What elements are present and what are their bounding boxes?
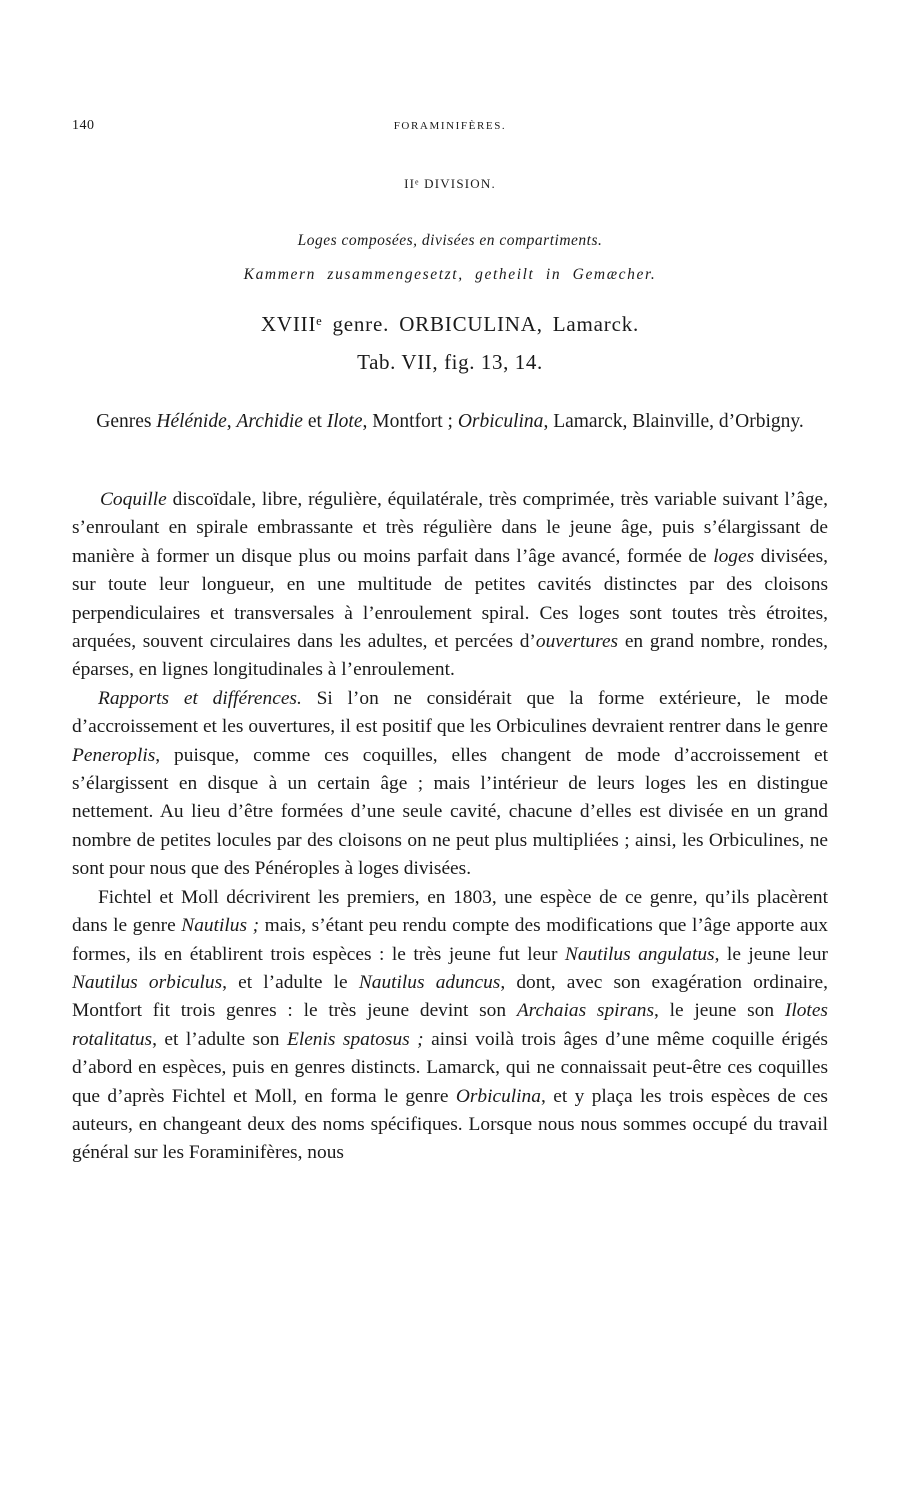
page-number: 140 (72, 118, 95, 133)
paragraph-text: , et y plaça les trois espèces de ces auteurs, en changeant deux des noms spécifiques. Lorsque nous nous sommes occupé du travail général sur les Foraminifères, nous (72, 1085, 828, 1164)
italic-term: ouvertures (535, 631, 619, 653)
synonym-genus-name: Archidie (236, 411, 303, 432)
division-heading: IIᵉ DIVISION. (404, 176, 496, 191)
italic-term: Coquille (100, 489, 167, 510)
paragraph-text: , et l’adulte le (222, 971, 359, 993)
italic-term: Orbiculina (455, 1085, 541, 1107)
paragraph-history (72, 884, 828, 1168)
paragraph-text: , et l’adulte son (152, 1028, 287, 1050)
italic-term: Archaias spirans (516, 1000, 655, 1022)
running-title: FORAMINIFÈRES. (393, 120, 507, 132)
paragraph-text: ainsi voilà trois âges d’une même coquille érigés d’abord en espèces, puis en genres distincts. Lamarck, qui ne connaissait peut-être ces coquilles que d’après Fichtel et Moll, en forma le genre (72, 1028, 828, 1107)
paragraph-text: , le jeune leur (714, 943, 828, 965)
synonymy-paragraph (72, 408, 828, 436)
italic-term: Peneroplis (72, 744, 156, 766)
paragraph-text: Fichtel et Moll décrivirent les premiers, en 1803, une espèce de ce genre, qu’ils placèrent dans le genre (72, 886, 828, 937)
paragraph-relations (72, 685, 828, 884)
synonym-text: et (302, 411, 327, 432)
synonym-genus-name: Ilote (326, 411, 363, 432)
synonym-genus-name: Orbiculina (457, 411, 544, 432)
italic-term: Nautilus aduncus (358, 971, 501, 993)
body-text (72, 486, 828, 1168)
plate-reference: Tab. VII, fig. 13, 14. (357, 350, 543, 374)
paragraph-text: mais, s’étant peu rendu compte des modifications que l’âge apporte aux formes, ils en établirent trois espèces : le très jeune fut leur (72, 915, 828, 965)
italic-term: Nautilus ; (181, 915, 260, 937)
genus-heading: XVIIIᵉ genre. ORBICULINA, Lamarck. (260, 312, 640, 336)
subtitle-german: Kammern zusammengesetzt, getheilt in Gemæcher. (243, 266, 657, 283)
page-header (72, 118, 828, 142)
paragraph-text: discoïdale, libre, régulière, équilatérale, très comprimée, très variable suivant l’âge, s’enroulant en spirale embrassante et très régulière dans le jeune âge, puis s’élargissant de manière à former un disque plus ou moins parfait dans l’âge avancé, formée de (72, 489, 828, 567)
paragraph-text: Si l’on ne considérait que la forme extérieure, le mode d’accroissement et les ouvertures, il est positif que les Orbiculines devraient rentrer dans le genre (72, 687, 828, 738)
paragraph-description (72, 486, 828, 685)
italic-term: Elenis spatosus ; (286, 1028, 424, 1050)
synonym-text: Genres (96, 411, 157, 432)
italic-term: Nautilus orbiculus (72, 971, 223, 993)
synonym-text: , Montfort ; (362, 411, 458, 432)
paragraph-text: divisées, sur toute leur longueur, en une multitude de petites cavités distinctes par des cloisons perpendiculaires et transversales à l’enroulement spiral. Ces loges sont toutes très étroites, arquées, souvent circulaires dans les adultes, et percées d’ (72, 545, 828, 653)
synonym-genus-name: Hélénide (156, 411, 227, 432)
synonym-text: , (226, 411, 237, 432)
italic-term: Ilotes rotalitatus (72, 1000, 828, 1050)
paragraph-text: , dont, avec son exagération ordinaire, Montfort fit trois genres : le très jeune devint son (72, 971, 828, 1022)
italic-term: Nautilus angulatus (564, 943, 715, 965)
paragraph-text: , le jeune son (654, 1000, 785, 1022)
paragraph-text: en grand nombre, rondes, éparses, en lignes longitudinales à l’enroulement. (72, 631, 828, 681)
italic-term: loges (713, 545, 755, 567)
subtitle-french: Loges composées, divisées en compartiments. (297, 232, 603, 249)
italic-term: Rapports et différences. (98, 687, 302, 709)
paragraph-text: , puisque, comme ces coquilles, elles changent de mode d’accroissement et s’élargissent en disque à un certain âge ; mais l’intérieur de leurs loges les en distingue nettement. Au lieu d’être formées d’une seule cavité, chacune d’elles est divisée en un grand nombre de petites locules par des cloisons on ne peut plus multipliées ; ainsi, les Orbiculines, ne sont pour nous que des Pénéroples à loges divisées. (72, 744, 828, 880)
synonym-text: , Lamarck, Blainville, d’Orbigny. (543, 411, 804, 432)
